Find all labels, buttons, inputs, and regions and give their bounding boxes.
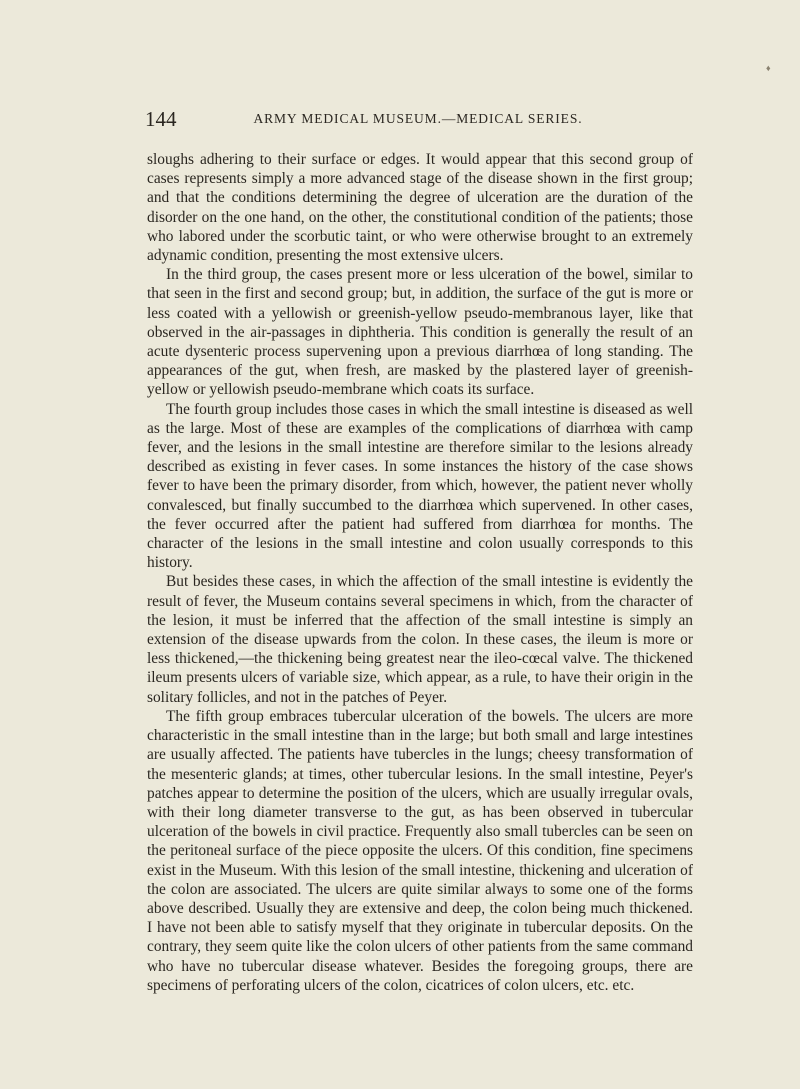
margin-mark-icon: ♦: [766, 63, 771, 73]
paragraph-2: In the third group, the cases present more or less ulceration of the bowel, similar to that seen in the first and second group; but, in addition, the surface of the gut is more or less coated with a yellowish or greenish-yellow pseudo-membranous layer, like that observed in the air-passages in diphtheria. This condition is generally the result of an acute dysenteric process supervening upon a previous diarrhœa of long standing. The appearances of the gut, when fresh, are masked by the plastered layer of greenish-yellow or yellowish pseudo-membrane which coats its surface.: [147, 266, 693, 399]
paragraph-3: The fourth group includes those cases in which the small intestine is diseased as well as the large. Most of these are examples of the complications of diarrhœa with camp fever, and the lesions in the small intestine are therefore similar to the lesions already described as existing in fever cases. In some instances the history of the case shows fever to have been the primary disorder, from which, however, the patient never wholly convalesced, but finally succumbed to the diarrhœa which supervened. In other cases, the fever occurred after the patient had suffered from diarrhœa for months. The character of the lesions in the small intestine and colon usually corresponds to this history.: [147, 400, 693, 572]
page-number: 144: [145, 107, 177, 131]
body-text: [147, 150, 693, 995]
paragraph-5: The fifth group embraces tubercular ulceration of the bowels. The ulcers are more characteristic in the small intestine than in the large; but both small and large intestines are usually affected. The patients have tubercles in the lungs; cheesy transformation of the mesenteric glands; at times, other tubercular lesions. In the small intestine, Peyer's patches appear to determine the position of the ulcers, which are usually irregular ovals, with their long diameter transverse to the gut, as has been observed in tubercular ulceration of the bowels in civil practice. Frequently also small tubercles can be seen on the peritoneal surface of the piece opposite the ulcers. Of this condition, fine specimens exist in the Museum. With this lesion of the small intestine, thickening and ulceration of the colon are associated. The ulcers are quite similar always to some one of the forms above described. Usually they are extensive and deep, the colon being much thickened. I have not been able to satisfy myself that they originate in tubercular deposits. On the contrary, they seem quite like the colon ulcers of other patients from the same command who have no tubercular disease whatever. Besides the foregoing groups, there are specimens of perforating ulcers of the colon, cicatrices of colon ulcers, etc. etc.: [147, 707, 693, 994]
page-header: [145, 106, 691, 132]
paragraph-4: But besides these cases, in which the affection of the small intestine is evidently the result of fever, the Museum contains several specimens in which, from the character of the lesion, it must be inferred that the affection of the small intestine is simply an extension of the disease upwards from the colon. In these cases, the ileum is more or less thickened,—the thickening being greatest near the ileo-cœcal valve. The thickened ileum presents ulcers of variable size, which appear, as a rule, to have their origin in the solitary follicles, and not in the patches of Peyer.: [147, 573, 693, 706]
running-head: ARMY MEDICAL MUSEUM.—MEDICAL SERIES.: [253, 111, 583, 126]
paragraph-1: sloughs adhering to their surface or edges. It would appear that this second group of cases represents simply a more advanced stage of the disease shown in the first group; and that the conditions determining the degree of ulceration are the duration of the disorder on the one hand, on the other, the constitutional condition of the patients; those who labored under the scorbutic taint, or who were otherwise brought to an extremely adynamic condition, presenting the most extensive ulcers.: [147, 151, 693, 265]
